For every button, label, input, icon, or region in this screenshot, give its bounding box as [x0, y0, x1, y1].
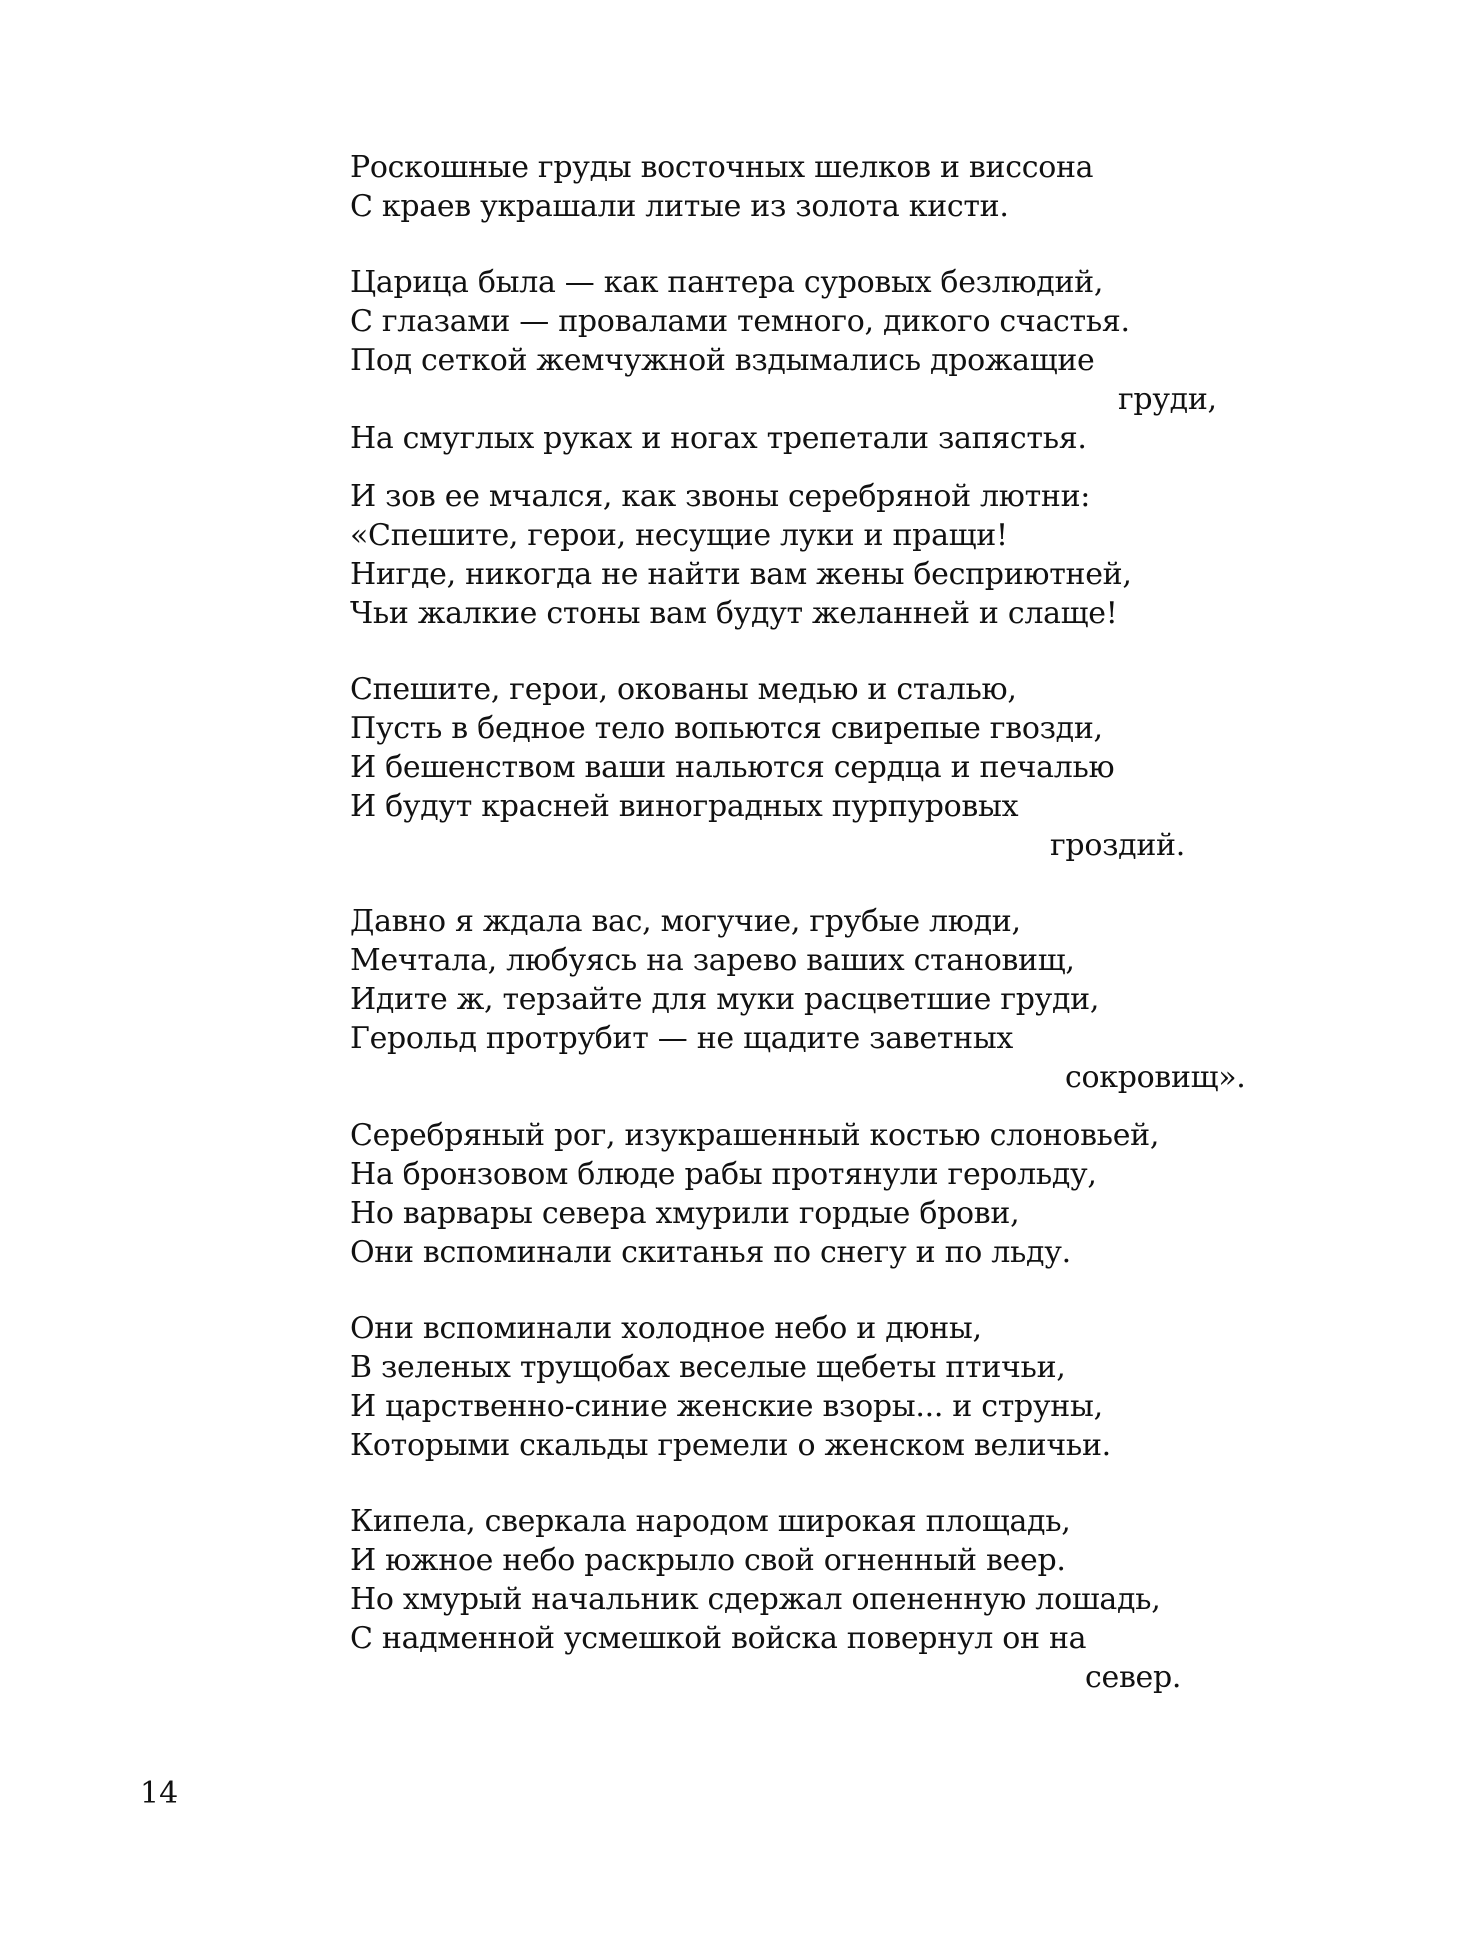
- poem-line: Давно я ждала вас, могучие, грубые люди,: [350, 904, 1021, 939]
- poem-line: И бешенством ваши нальются сердца и печалью: [350, 750, 1115, 785]
- poem-line: С глазами — провалами темного, дикого счастья.: [350, 304, 1130, 339]
- stanza-4: [350, 670, 1290, 865]
- poem-line: Царица была — как пантера суровых безлюдий,: [350, 265, 1104, 300]
- continuation-word: сокровищ».: [1065, 1060, 1246, 1095]
- page-number: 14: [140, 1776, 179, 1811]
- poem-line: Которыми скальды гремели о женском величьи.: [350, 1428, 1111, 1463]
- poem-line: На смуглых руках и ногах трепетали запястья.: [350, 421, 1087, 456]
- stanza-5: [350, 902, 1290, 1097]
- poem-line: Под сеткой жемчужной вздымались дрожащие: [350, 343, 1095, 378]
- poem-line: С надменной усмешкой войска повернул он на: [350, 1621, 1087, 1656]
- continuation-word: гроздий.: [1050, 828, 1185, 863]
- poem-line: Роскошные груды восточных шелков и виссона: [350, 150, 1094, 185]
- poem-line-continuation: [350, 826, 1290, 865]
- poem-line: С краев украшали литые из золота кисти.: [350, 189, 1009, 224]
- poem-line: Пусть в бедное тело вопьются свирепые гвозди,: [350, 711, 1103, 746]
- stanza-3: [350, 477, 1290, 633]
- poem-line: Мечтала, любуясь на зарево ваших становищ,: [350, 943, 1075, 978]
- poem-text: [350, 148, 1290, 1697]
- poem-line: Спешите, герои, окованы медью и сталью,: [350, 672, 1017, 707]
- poem-line: Но хмурый начальник сдержал опененную лошадь,: [350, 1582, 1161, 1617]
- poem-line: Герольд протрубит — не щадите заветных: [350, 1021, 1014, 1056]
- poem-line: Они вспоминали скитанья по снегу и по льду.: [350, 1235, 1071, 1270]
- poem-line: И южное небо раскрыло свой огненный веер.: [350, 1543, 1066, 1578]
- stanza-6: [350, 1116, 1290, 1272]
- poem-line-continuation: [350, 1058, 1290, 1097]
- poem-line-continuation: [350, 380, 1290, 419]
- continuation-word: груди,: [1118, 382, 1217, 417]
- poem-line-continuation: [350, 1658, 1290, 1697]
- stanza-1: [350, 148, 1290, 226]
- continuation-word: север.: [1085, 1660, 1182, 1695]
- poem-line: Кипела, сверкала народом широкая площадь,: [350, 1504, 1071, 1539]
- poem-line: Чьи жалкие стоны вам будут желанней и слаще!: [350, 596, 1118, 631]
- poem-line: И будут красней виноградных пурпуровых: [350, 789, 1019, 824]
- poem-line: Но варвары севера хмурили гордые брови,: [350, 1196, 1020, 1231]
- poem-line: И царственно-синие женские взоры... и струны,: [350, 1389, 1103, 1424]
- poem-line: На бронзовом блюде рабы протянули герольду,: [350, 1157, 1097, 1192]
- stanza-8: [350, 1502, 1290, 1697]
- poem-line: «Спешите, герои, несущие луки и пращи!: [350, 518, 1008, 553]
- stanza-2: [350, 263, 1290, 458]
- poem-line: Нигде, никогда не найти вам жены бесприютней,: [350, 557, 1132, 592]
- poem-line: Идите ж, терзайте для муки расцветшие груди,: [350, 982, 1100, 1017]
- poem-line: Они вспоминали холодное небо и дюны,: [350, 1311, 982, 1346]
- poem-line: И зов ее мчался, как звоны серебряной лютни:: [350, 479, 1091, 514]
- stanza-7: [350, 1309, 1290, 1465]
- poem-line: В зеленых трущобах веселые щебеты птичьи,: [350, 1350, 1066, 1385]
- poem-line: Серебряный рог, изукрашенный костью слоновьей,: [350, 1118, 1160, 1153]
